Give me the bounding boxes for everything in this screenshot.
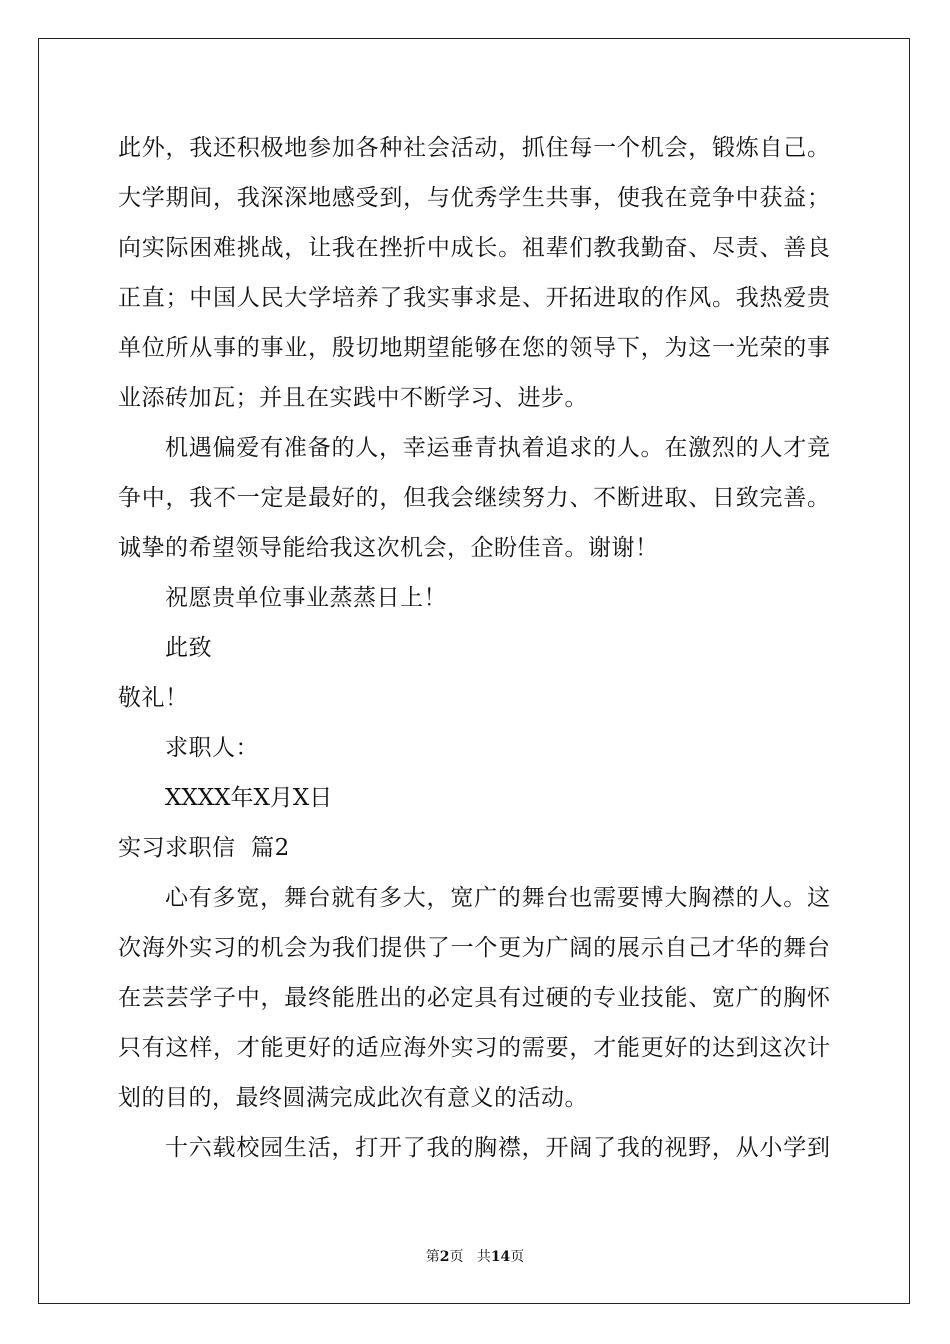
paragraph-line: 单位所从事的事业，殷切地期望能够在您的领导下，为这一光荣的事 bbox=[118, 335, 830, 361]
salutation: 此致 bbox=[165, 635, 212, 661]
paragraph-line: 只有这样，才能更好的适应海外实习的需要，才能更好的达到这次计 bbox=[118, 1035, 830, 1061]
paragraph-line: 向实际困难挑战，让我在挫折中成长。祖辈们教我勤奋、尽责、善良 bbox=[118, 235, 830, 261]
paragraph-line: 争中，我不一定是最好的，但我会继续努力、不断进取、日致完善。 bbox=[118, 485, 830, 511]
paragraph-line: 大学期间，我深深地感受到，与优秀学生共事，使我在竞争中获益； bbox=[118, 185, 830, 211]
page-footer bbox=[0, 1248, 950, 1266]
paragraph-line: 十六载校园生活，打开了我的胸襟，开阔了我的视野，从小学到 bbox=[165, 1135, 830, 1161]
paragraph-line: 正直；中国人民大学培养了我实事求是、开拓进取的作风。我热爱贵 bbox=[118, 285, 830, 311]
closing-wish: 祝愿贵单位事业蒸蒸日上！ bbox=[165, 585, 447, 611]
paragraph-line: 划的目的，最终圆满完成此次有意义的活动。 bbox=[118, 1085, 588, 1111]
paragraph-line: 机遇偏爱有准备的人，幸运垂青执着追求的人。在激烈的人才竞 bbox=[165, 435, 830, 461]
date-line: XXXX年X月X日 bbox=[165, 785, 333, 811]
paragraph-line: 次海外实习的机会为我们提供了一个更为广阔的展示自己才华的舞台 bbox=[118, 935, 830, 961]
paragraph-line: 诚挚的希望领导能给我这次机会，企盼佳音。谢谢！ bbox=[118, 535, 659, 561]
page-prefix: 第 bbox=[425, 1249, 440, 1265]
section-heading: 实习求职信 篇2 bbox=[118, 835, 290, 861]
total-unit: 页 bbox=[510, 1249, 525, 1265]
total-prefix: 共 bbox=[476, 1249, 491, 1265]
paragraph-line: 在芸芸学子中，最终能胜出的必定具有过硬的专业技能、宽广的胸怀 bbox=[118, 985, 830, 1011]
page-number: 2 bbox=[439, 1249, 450, 1265]
applicant-label: 求职人： bbox=[165, 735, 259, 761]
paragraph-line: 此外，我还积极地参加各种社会活动，抓住每一个机会，锻炼自己。 bbox=[118, 135, 830, 161]
paragraph-line: 业添砖加瓦；并且在实践中不断学习、进步。 bbox=[118, 385, 588, 411]
paragraph-line: 心有多宽，舞台就有多大，宽广的舞台也需要博大胸襟的人。这 bbox=[165, 885, 830, 911]
total-pages: 14 bbox=[490, 1249, 511, 1265]
page-unit: 页 bbox=[449, 1249, 464, 1265]
salutation-regards: 敬礼！ bbox=[118, 685, 189, 711]
